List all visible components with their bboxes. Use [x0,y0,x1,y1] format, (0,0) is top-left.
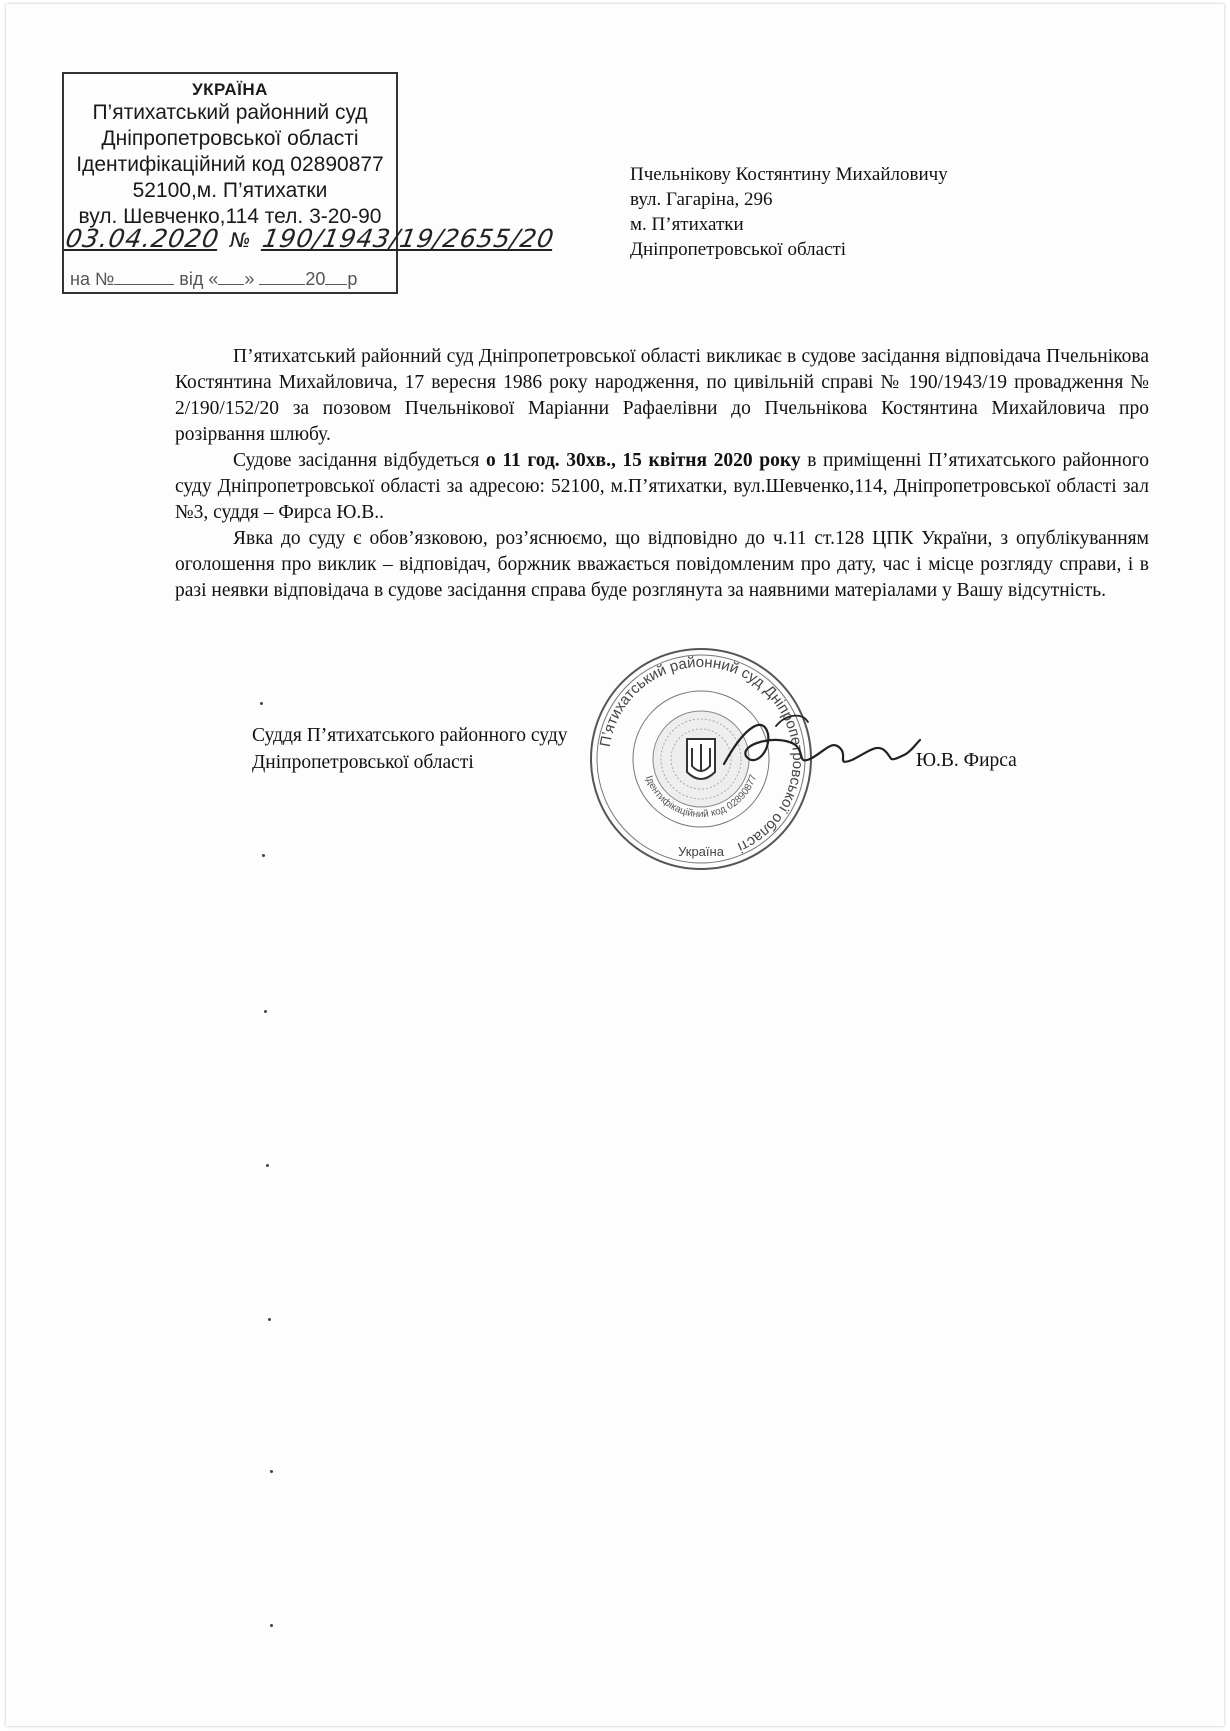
stamp-handwritten-date-number [63,224,628,253]
scan-speck [268,1318,271,1321]
paragraph-attendance: Явка до суду є обов’язковою, роз’яснюємо, що відповідно до ч.11 ст.128 ЦПК України, з опублікуванням оголошення про виклик – відповідач, боржник вважається повідомленим про дату, час і місце розгляду справи, і в разі неявки відповідача в судове засідання справа буде розглянута за наявними матеріалами у Вашу відсутність. [175,528,1149,601]
addressee-name: Пчельнікову Костянтину Михайловичу [630,164,948,185]
judge-name: Ю.В. Фирса [916,750,1017,771]
quote-close: » [244,269,255,289]
stamp-court-name: П’ятихатський районний суд [92,101,368,124]
stamp-street: вул. Шевченко,114 тел. 3-20-90 [78,205,382,228]
scan-speck [270,1470,273,1473]
judge-title-line1: Суддя П’ятихатського районного суду [252,725,568,746]
paragraph-hearing [175,448,1149,526]
addressee-city: м. П’ятихатки [630,214,744,235]
vid-label: від « [179,269,219,289]
stamp-city: 52100,м. П’ятихатки [132,179,328,202]
seal-outer-text: П’ятихатський районний суд Дніпропетровської області [596,653,807,856]
stamp-id-code: Ідентифікаційний код 02890877 [76,153,384,176]
year-suffix: р [347,269,358,289]
addressee-region: Дніпропетровської області [630,239,847,260]
na-label: на № [70,269,115,289]
paragraph-summons: П’ятихатський районний суд Дніпропетровської області викликає в судове засідання відповідача Пчельнікова Костянтина Михайловича, 17 вересня 1986 року народження, по цивільній справі № 190/1943/19 провадження № 2/190/152/20 за позовом Пчельнікової Маріанни Рафаелівни до Пчельнікова Костянтина Михайловича про розірвання шлюбу. [175,346,1149,445]
summons-body [175,344,1149,604]
judge-title-line2: Дніпропетровської області [252,752,474,773]
scan-speck [262,854,265,857]
handwritten-number: 190/1943/19/2655/20 [260,224,557,253]
stamp-region: Дніпропетровської області [101,127,359,150]
hearing-datetime: о 11 год. 30хв., 15 квітня 2020 року [486,450,801,471]
judge-title [252,722,568,776]
scan-speck [260,702,263,705]
hearing-intro: Судове засідання відбудеться [233,450,486,471]
handwritten-date: 03.04.2020 [63,224,222,253]
scan-speck [270,1624,273,1627]
scan-speck [264,1010,267,1013]
stamp-country: УКРАЇНА [192,80,268,99]
seal-bottom-text: Україна [678,844,724,859]
seal-inner-text: Ідентифікаційний код 02890877 [642,773,760,821]
addressee-street: вул. Гагаріна, 296 [630,189,773,210]
document-page [6,4,1224,1726]
year-prefix: 20 [305,269,326,289]
number-sign: № [227,228,254,252]
addressee-block [630,162,948,262]
stamp-reference-line [70,268,357,290]
court-stamp [62,72,557,294]
scan-speck [266,1164,269,1167]
judge-signature-icon [716,704,926,794]
hearing-location: в приміщенні П’ятихатського районного суду Дніпропетровської області за адресою: 52100, м.П’ятихатки, вул.Шевченко,114, Дніпропетровської області зал №3, суддя – Фирса Ю.В.. [175,450,1150,523]
